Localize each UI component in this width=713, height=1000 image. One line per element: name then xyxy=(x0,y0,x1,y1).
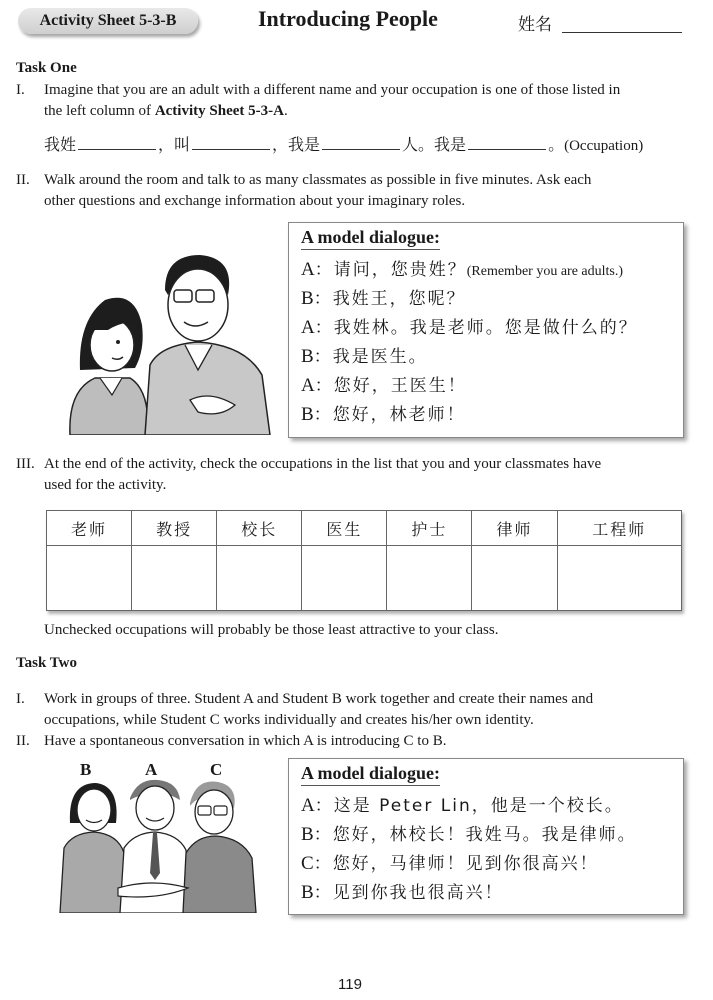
instruction-text-part: the left column of xyxy=(44,103,155,119)
item-number: I. xyxy=(16,691,25,707)
speaker: A xyxy=(301,375,315,396)
page-number: 119 xyxy=(338,976,362,993)
person-c-figure xyxy=(183,781,256,913)
given-name-blank[interactable] xyxy=(192,135,270,150)
dialogue-line: B：您好，林老师！ xyxy=(301,404,466,425)
task-two-heading: Task Two xyxy=(16,655,78,671)
occupation-checklist-table xyxy=(46,510,682,611)
dialogue-note: (Remember you are adults.) xyxy=(466,264,624,279)
instruction-text xyxy=(44,101,288,122)
speaker: B xyxy=(301,346,314,367)
dialogue-line: B：我姓王，您呢？ xyxy=(301,288,466,309)
utterance: 您好，王医生！ xyxy=(333,376,467,396)
woman-figure xyxy=(70,298,148,435)
dialogue-line: A：您好，王医生！ xyxy=(301,375,467,396)
utterance: 我是医生。 xyxy=(332,347,428,367)
utterance: 我姓林。我是老师。您是做什么的？ xyxy=(333,318,638,338)
instruction-text: Have a spontaneous conversation in which A is introducing C to B. xyxy=(44,733,447,749)
occupation-hint: (Occupation) xyxy=(564,138,644,154)
speaker: B xyxy=(301,404,314,425)
note-text: Unchecked occupations will probably be those least attractive to your class. xyxy=(44,622,499,638)
dialogue-line: A：我姓林。我是老师。您是做什么的？ xyxy=(301,317,638,338)
utterance: 您好，林老师！ xyxy=(332,405,466,425)
check-cell[interactable] xyxy=(387,546,472,611)
model-dialogue-box xyxy=(288,758,684,915)
utterance: 您好，林校长！我姓马。我是律师。 xyxy=(332,825,637,845)
model-dialogue-box xyxy=(288,222,684,438)
instruction-text: Imagine that you are an adult with a different name and your occupation is one of those listed in xyxy=(44,82,621,98)
two-adults-illustration xyxy=(50,250,275,435)
fill-text: 。 xyxy=(548,135,565,154)
instruction-text: Work in groups of three. Student A and Student B work together and create their names and xyxy=(44,691,594,707)
occupation-header: 老师 xyxy=(47,511,132,546)
check-cell[interactable] xyxy=(472,546,557,611)
speaker: B xyxy=(301,882,314,903)
check-cell[interactable] xyxy=(557,546,681,611)
dialogue-line: B：我是医生。 xyxy=(301,346,428,367)
three-people-illustration xyxy=(58,778,258,913)
fill-text: 我姓 xyxy=(44,135,77,154)
item-number: II. xyxy=(16,172,30,188)
occupation-header: 医生 xyxy=(302,511,387,546)
activity-sheet-label: Activity Sheet 5-3-B xyxy=(18,8,198,34)
fill-text: ，我是 xyxy=(272,135,321,154)
utterance: 您好，马律师！见到你很高兴！ xyxy=(332,854,599,874)
check-cell[interactable] xyxy=(132,546,217,611)
speaker: A xyxy=(301,259,315,280)
instruction-text: other questions and exchange information about your imaginary roles. xyxy=(44,193,466,209)
dialogue-line: A：请问，您贵姓？(Remember you are adults.) xyxy=(301,259,624,280)
occupation-header: 护士 xyxy=(387,511,472,546)
dialogue-title: A model dialogue: xyxy=(301,763,440,786)
fill-in-sentence xyxy=(44,134,643,157)
check-cell[interactable] xyxy=(47,546,132,611)
utterance: 请问，您贵姓？ xyxy=(333,260,467,280)
utterance: 我姓王，您呢？ xyxy=(332,289,466,309)
task-one-heading: Task One xyxy=(16,60,77,76)
dialogue-line: A：这是 Peter Lin，他是一个校长。 xyxy=(301,795,624,816)
page-title: Introducing People xyxy=(258,6,438,31)
dialogue-line: B：您好，林校长！我姓马。我是律师。 xyxy=(301,824,637,845)
name-label: 姓名 xyxy=(518,15,552,35)
item-number: III. xyxy=(16,456,35,472)
item-number: I. xyxy=(16,82,25,98)
man-figure xyxy=(145,255,270,435)
person-b-figure xyxy=(60,783,126,913)
speaker: B xyxy=(301,288,314,309)
nationality-blank[interactable] xyxy=(322,135,400,150)
instruction-text: Walk around the room and talk to as many classmates as possible in five minutes. Ask each xyxy=(44,172,592,188)
speaker: C xyxy=(301,853,314,874)
instruction-text: occupations, while Student C works individually and creates his/her own identity. xyxy=(44,712,534,728)
activity-sheet-reference: Activity Sheet 5-3-A xyxy=(154,103,284,119)
utterance: 见到你我也很高兴！ xyxy=(332,883,504,903)
fill-text: 人。我是 xyxy=(402,135,467,154)
instruction-text-part: . xyxy=(283,103,288,119)
name-blank-line[interactable] xyxy=(562,32,682,33)
fill-text: ，叫 xyxy=(158,135,191,154)
occupation-header: 校长 xyxy=(217,511,302,546)
figure-label-b: B xyxy=(80,760,92,779)
speaker: A xyxy=(301,795,315,816)
item-number: II. xyxy=(16,733,30,749)
instruction-text: At the end of the activity, check the occupations in the list that you and your classmates have xyxy=(44,456,602,472)
utterance: 这是 Peter Lin，他是一个校长。 xyxy=(333,796,624,816)
instruction-text: used for the activity. xyxy=(44,477,167,493)
figure-label-a: A xyxy=(145,760,158,779)
occupation-blank[interactable] xyxy=(468,135,546,150)
speaker: A xyxy=(301,317,315,338)
surname-blank[interactable] xyxy=(78,135,156,150)
dialogue-line: B：见到你我也很高兴！ xyxy=(301,882,504,903)
speaker: B xyxy=(301,824,314,845)
occupation-header: 律师 xyxy=(472,511,557,546)
check-cell[interactable] xyxy=(302,546,387,611)
occupation-header: 教授 xyxy=(132,511,217,546)
occupation-header: 工程师 xyxy=(557,511,681,546)
dialogue-line: C：您好，马律师！见到你很高兴！ xyxy=(301,853,599,874)
check-cell[interactable] xyxy=(217,546,302,611)
figure-label-c: C xyxy=(210,760,223,779)
dialogue-title: A model dialogue: xyxy=(301,227,440,250)
